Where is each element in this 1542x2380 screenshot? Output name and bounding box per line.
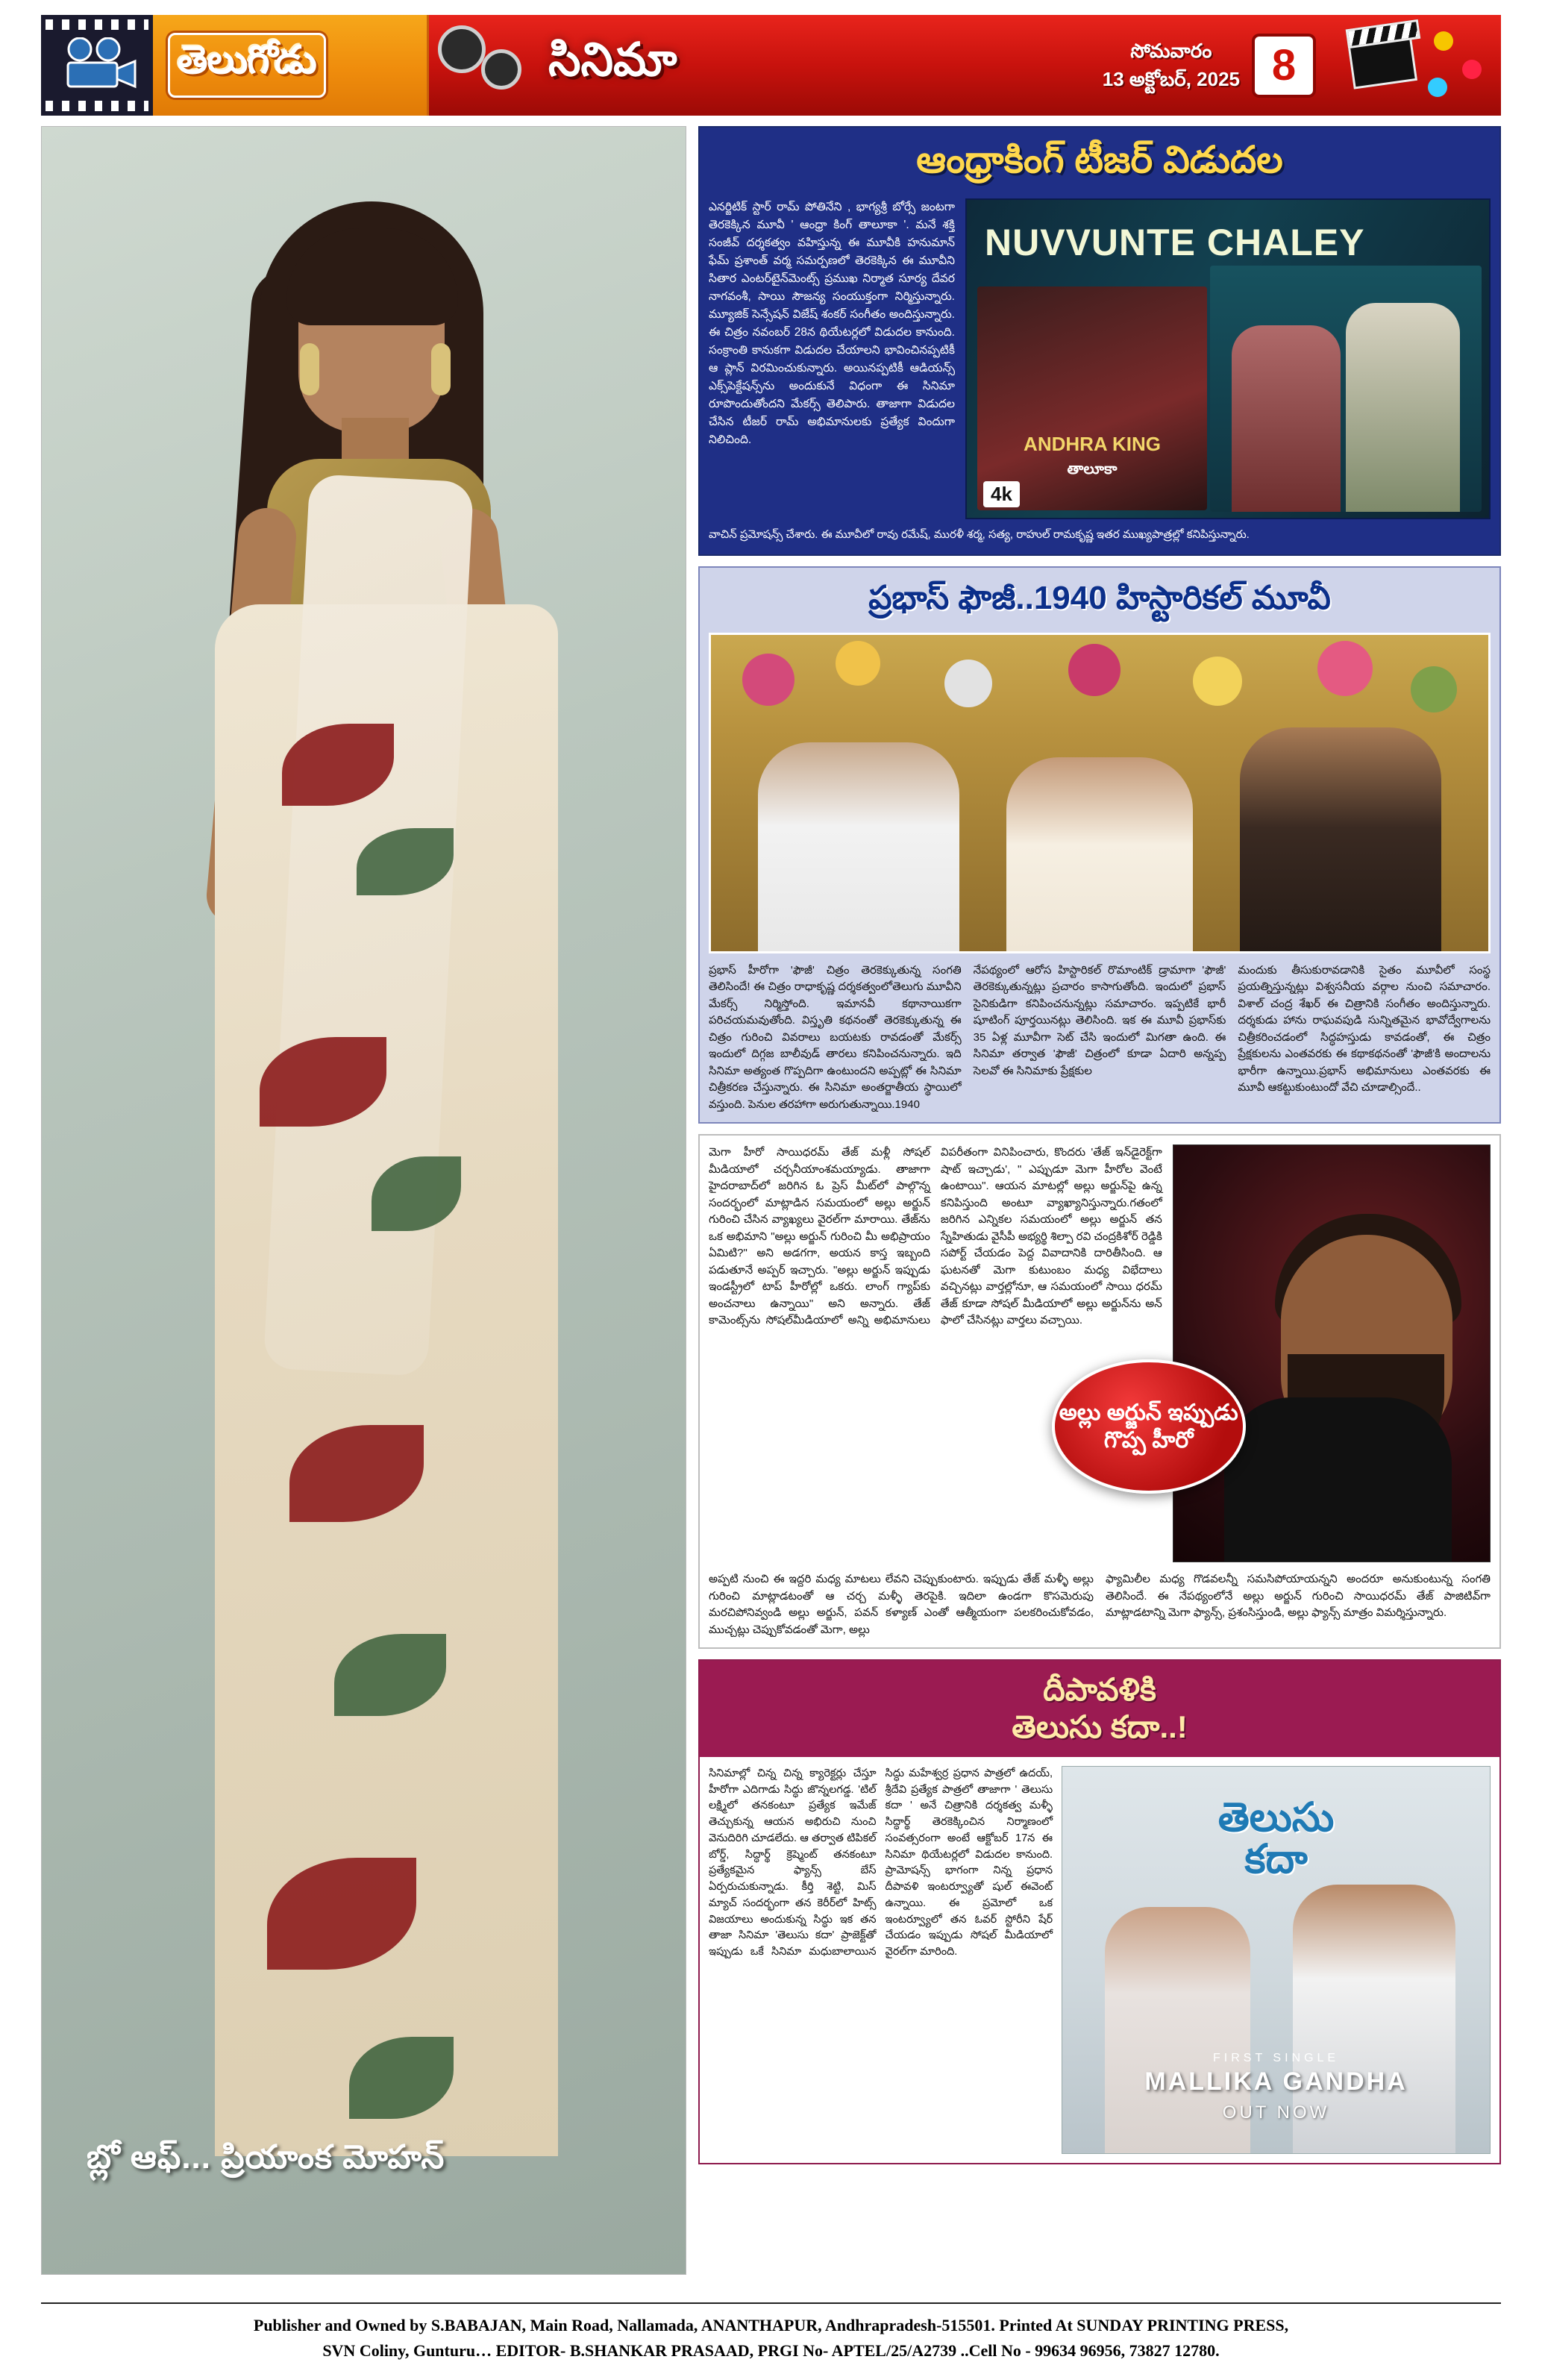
masthead-title-panel (429, 15, 1501, 116)
footer-line-1: Publisher and Owned by S.BABAJAN, Main Road, Nallamada, ANANTHAPUR, Andhrapradesh-515501. Printed At SUNDAY PRINTING PRESS, (253, 2315, 1289, 2334)
andhra-king-poster (965, 198, 1491, 519)
allu-arjun-bottom-left: అప్పటి నుంచి ఈ ఇద్దరి మధ్య మాటలు లేవని చెప్పుకుంటారు. ఇప్పుడు తేజ్ మళ్ళీ అల్లు గురించి మాట్లాడటంతో ఆ చర్చ మళ్ళీ తెరపైకి. ఇదిలా ఉండగా కొసమెరుపు మరచిపోనివ్వండి అల్లు అర్జున్, పవన్ కళ్యాణ్ ఎంతో ఆత్మీయంగా పలకరించుకోవడం, ముచ్చట్లు చెప్పుకోవడంతో మెగా, అల్లు (709, 1573, 1094, 1636)
telusu-kada-poster (1062, 1766, 1491, 2154)
allu-arjun-top-text: మెగా హీరో సాయిధరమ్ తేజ్ మళ్లీ సోషల్ మీడియాలో చర్చనీయాంశమయ్యాడు. తాజాగా హైదరాబాద్‌లో జరిగిన ఓ ప్రెస్ మీట్‌లో పాల్గొన్న సందర్భంలో మాట్లాడిన సమయంలో అల్లు అర్జున్ గురించి చేసిన వ్యాఖ్యలు వైరల్‌గా మారాయి. తేజ్‌ను ఒక అభిమాని "అల్లు అర్జున్ గురించి మీ అభిప్రాయం ఏమిటి?" అని అడగగా, అయన కాస్త ఇబ్బంది పడుతూనే అప్పర్ ఇచ్చారు. "అల్లు అర్జున్ ఇప్పుడు ఇండస్ట్రీలో టాప్ హీరోల్లో ఒకరు. లాంగ్ గ్యాప్‌కు అంచనాలు ఉన్నాయి" అని అన్నారు. తేజ్ కామెంట్స్‌ను సోషల్‌మీడియాలో అన్ని అభిమానులు విపరీతంగా వినిపించారు, కొందరు 'తేజ్ ఇన్‌డైరెక్ట్‌గా షాట్ ఇచ్చాడు', " ఎప్పుడూ మెగా హీరోల వెంటే ఉంటాయి". ఆయన మాటల్లో అల్లు అర్జున్‌పై ఉన్న కనిపిస్తుంది అంటూ వ్యాఖ్యానిస్తున్నారు.గతంలో జరిగిన ఎన్నికల సమయంలో అల్లు అర్జున్ తన స్నేహితుడు వైసీపీ అభ్యర్థి శిల్పా రవి చంద్రకిశోర్ రెడ్డికి సపోర్ట్ చేయడం పెద్ద వివాదానికి దారితీసింది. ఆ ఘటనతో మెగా కుటుంబం మధ్య విభేదాలు వచ్చినట్లు వార్తల్లోనూ, ఆ సమయంలో సాయి ధరమ్ తేజ్ కూడా సోషల్ మీడియాలో అల్లు అర్జున్‌ను అన్‌ ఫాలో చేసినట్లు వార్తలు వచ్చాయి. (709, 1146, 1162, 1327)
deepavali-text-right: మధుబాలాయిన సిద్ధు మహేశ్వర్ర ప్రధాన పాత్రలో ఉదయ్‌, శ్రీదేవి ప్రత్యేక పాత్రలో తాజాగా ' తెలుసు కదా ' అనే చిత్రానికి దర్శకత్వ మళ్ళీ సిద్ధార్థ్ తెరకెక్కించిన నిర్మాణంలో సంవత్సరంగా అంటే ఆక్టోబర్ 17న ఈ సినిమా థియేటర్లలో విడుదల కానుంది. ప్రామోషన్స్ భాగంగా నిన్న ప్రధాన దీపావళి ఇంటర్వ్యూతో షుల్ ఈవెంట్ ఉన్నాయి. ఈ ప్రమోలో ఒక ఇంటర్వ్యూలో తన ఓవర్ స్టోరీని షేర్ చేయడం ఇప్పుడు సోషల్ మీడియాలో వైరల్‌గా మారింది. (809, 1767, 1053, 1958)
prabhas-event-photo (709, 633, 1491, 953)
deepavali-text-left: సినిమాల్లో చిన్న చిన్న క్యారెక్టర్లు చేస్తూ హీరోగా ఎదిగాడు సిద్ధు జొన్నలగడ్డ. 'టిల్ లక్ష్మిలో తనకంటూ ప్రత్యేక ఇమేజ్ తెచ్చుకున్న ఆయన అభిరుచి నుంచి వెనుదిరిగి చూడలేదు. ఆ తర్వాత టిపికల్ బోర్డ్, సిద్ధార్థ్ క్రెష్మెంట్ తనకంటూ ప్రత్యేకమైన ఫ్యాన్స్ బేస్ ఏర్పరుచుకున్నాడు. కీర్తి శెట్టి, మిస్ మ్యాచ్ సందర్భంగా తన కెరీర్‌లో హిట్స్ విజయాలు అందుకున్న సిద్ధు ఇక తన తాజా సినిమా 'తెలుసు కదా' ప్రాజెక్ట్‌తో ఇప్పుడు ఒకే సినిమా (709, 1767, 877, 1958)
footer-line-2: SVN Coliny, Gunturu… EDITOR- B.SHANKAR PRASAAD, PRGI No- APTEL/25/A2739 ..Cell No - 99634 96956, 73827 12780. (322, 2340, 1220, 2360)
masthead-brand-title: తెలుగోడు (168, 33, 326, 98)
poster-first-single-label: FIRST SINGLE (1213, 2051, 1340, 2064)
hero-caption: బ్లో ఆఫ్... ప్రియాంక మోహన్ (87, 2139, 445, 2176)
left-column (41, 126, 686, 2290)
issue-date-text: 13 అక్టోబర్, 2025 (1102, 67, 1240, 90)
poster-film-subtitle: తాలూకా (1067, 461, 1118, 477)
andhra-king-footer-text: వాచిన్ ప్రమోషన్స్ చేశారు. ఈ మూవీలో రావు రమేష్, మురళీ శర్మ, సత్య, రాహుల్ రామకృష్ణ ఇతర ముఖ్యపాత్రల్లో కనిపిస్తున్నారు. (709, 528, 1250, 541)
section-title: సినిమా (548, 34, 677, 86)
person-hero (1240, 727, 1442, 951)
poster-title-line1: తెలుసు (1217, 1794, 1335, 1840)
clapperboard-icon (1329, 15, 1501, 116)
masthead-brand-panel (41, 15, 429, 116)
person-heroine (1006, 757, 1193, 951)
deepavali-headline-line2: తెలుసు కదా..! (1012, 1709, 1188, 1745)
poster-couple-image (1210, 266, 1482, 512)
masthead (41, 15, 1501, 116)
portrait-figure (110, 157, 618, 2216)
page-number: 8 (1255, 37, 1313, 95)
prabhas-col-3: మందుకు తీసుకురావడానికి సైతం మూవీలో సంస్థ ప్రయత్నిస్తున్నట్లు విశ్వసనీయ వర్గాల నుంచి సమాచారం. విశాల్ చంద్ర శేఖర్ ఈ చిత్రానికి సంగీతం అందిస్తున్నారు. దర్శకుడు హాను రాఘవపుడి సున్నితమైన భావోద్వేగాలను చిత్రీకరించడంలో సిద్ధహస్తుడు కావడంతో, ఈ చిత్రం ప్రేక్షకులను ఎంతవరకు ఈ కథాకథనంతో 'ఫౌజీ'కి అందాలను భారీగా ఉన్నాయి.ప్రభాస్ అభిమానులు ఎంతవరకు ఈ మూవీ ఆకట్టుకుంటుందో వేచి చూడాల్సిందే.. (1238, 963, 1491, 1094)
person-director (758, 742, 960, 951)
right-column (698, 126, 1501, 2290)
deepavali-headline-line1: దీపావళికి (1043, 1672, 1156, 1707)
prabhas-col-2: నేపథ్యంలో ఆరోస హిస్టారికల్ రొమాంటిక్ డ్రామాగా 'ఫౌజీ' తెరకెక్కుతున్నట్లు ప్రచారం కాసాగుతోంది. ఇందులో ప్రభాస్ సైనికుడిగా కనిపించనున్నట్లు సమాచారం. ఇప్పటికే భారీ షూటింగ్ పూర్తయినట్లు తెలిసింది. ఇక ఈ మూవీ ప్రభాస్‌కు 35 ఏళ్ల మూవీగా సెట్ చేసి ఇందులో మిగతా ఉంది. ఈ సినిమా తర్వాత 'ఫౌజీ' చిత్రంలో కూడా ఏదారి అన్నప్ప సెలవో ఈ సినిమాకు ప్రేక్షకుల (973, 963, 1226, 1077)
page-footer (41, 2302, 1501, 2364)
poster-quality-badge: 4k (983, 481, 1020, 507)
deepavali-body (709, 1766, 1053, 2154)
allu-arjun-callout-badge: అల్లు అర్జున్ ఇప్పుడు గొప్ప హీరో (1052, 1359, 1246, 1494)
poster-song-title: NUVVUNTE CHALEY (985, 222, 1365, 263)
film-reel-icon (429, 15, 541, 116)
hero-photo (41, 126, 686, 2275)
prabhas-headline: ప్రభాస్ ఫౌజీ..1940 హిస్టారికల్ మూవీ (868, 579, 1331, 616)
page-content (41, 126, 1501, 2290)
andhra-king-headline: ఆంధ్రాకింగ్ టీజర్ విడుదల (916, 139, 1283, 181)
poster-song-status: OUT NOW (1222, 2102, 1330, 2123)
earring-right-icon (431, 343, 451, 395)
poster-title-line2: కదా (1244, 1837, 1308, 1882)
issue-day: సోమవారం (1130, 39, 1212, 62)
poster-film-card (977, 286, 1207, 510)
prabhas-col-1: ప్రభాస్ హీరోగా 'ఫౌజీ' చిత్రం తెరకెక్కుతున్న సంగతి తెలిసిందే! ఈ చిత్రం రాధాకృష్ణ దర్శకత్వంలోతెలుగు మూవీని మేకర్స్ నిర్మిస్తోంది. ఇమానవీ కథానాయికగా పరిచయమవుతోంది. విస్తృతి కథనంతో తెరకెక్కుతున్న ఈ చిత్రం గురించి వివరాలు బయటకు రావడంతో మేకర్స్ ఇందులో దిగ్గజ బాలీవుడ్ తారలు కనిపించనున్నారు. ఇది సినిమా అత్యంత గొప్పదిగా ఉంటుందని అప్పట్లో ఈ సినిమా చిత్రీకరణ చేస్తున్నారు. ఈ సినిమా అంతర్జాతీయ స్థాయిలో వస్తుంది. పెనుల తరహాగా అరుగుతున్నాయి.1940 (709, 963, 962, 1111)
article-deepavali (698, 1659, 1501, 2164)
article-allu-arjun (698, 1134, 1501, 1649)
poster-song-title: MALLIKA GANDHA (1144, 2067, 1408, 2096)
deepavali-headline-bar (700, 1661, 1499, 1757)
article-prabhas-fauji (698, 566, 1501, 1124)
article-andhra-king (698, 126, 1501, 556)
movie-camera-icon (57, 37, 140, 91)
allu-arjun-photo (1173, 1144, 1491, 1562)
poster-film-title: ANDHRA KING (1024, 433, 1161, 456)
allu-arjun-bottom-right: ఫ్యామిలీల మధ్య గొడవలన్నీ సమసిపోయాయన్నని అందరూ అనుకుంటున్న సంగతి తెలిసిందే. ఈ నేపథ్యంలోనే అల్లు అర్జున్ గురించి సాయిధరమ్ తేజ్ పాజిటివ్‌గా మాట్లాడటాన్ని మెగా ఫ్యాన్స్, ప్రశంసిస్తుండి, అల్లు ఫ్యాన్స్ మాత్రం విమర్శిస్తున్నారు. (1106, 1573, 1491, 1619)
andhra-king-body: ఎనర్జిటిక్ స్టార్ రామ్ పోతినేని , భాగ్యశ్రీ బోర్సే జంటగా తెరకెక్కిన మూవీ ' ఆంధ్రా కింగ్ తాలూకా '. మనే శక్తి సంజీవ్ దర్శకత్వం వహిస్తున్న ఈ మూవీకి హనుమాన్ ఫేమ్ ప్రశాంత్ వర్మ సమర్పణలో తెరకెక్కిన ఈ మూవీని సితార ఎంటర్‌టైన్‌మెంట్స్ ప్రముఖ నిర్మాత సూర్య దేవర నాగవంశీ, సాయి సౌజన్య సంయుక్తంగా నిర్మిస్తున్నారు. మ్యూజిక్ సెన్సేషన్ విజేష్ శంకర్ సంగీతం అందిస్తున్నారు. ఈ చిత్రం నవంబర్ 28న థియేటర్లలో విడుదల కానుంది. సంక్రాంతి కానుకగా విడుదల చేయాలని భావించినప్పటికీ ఆ ప్లాన్ విరమించుకున్నారు. అయినప్పటికీ ఆడియన్స్ ఎక్స్‌పెక్టేషన్స్‌ను అందుకునే విధంగా ఈ సినిమా రూపొందుతోందని మేకర్స్ తెలిపారు. తాజాగా విడుదల చేసిన టీజర్ రామ్ అభిమానులకు ప్రత్యేక విందుగా నిలిచింది. (709, 201, 955, 447)
issue-date (1103, 37, 1255, 93)
earring-left-icon (300, 343, 319, 395)
